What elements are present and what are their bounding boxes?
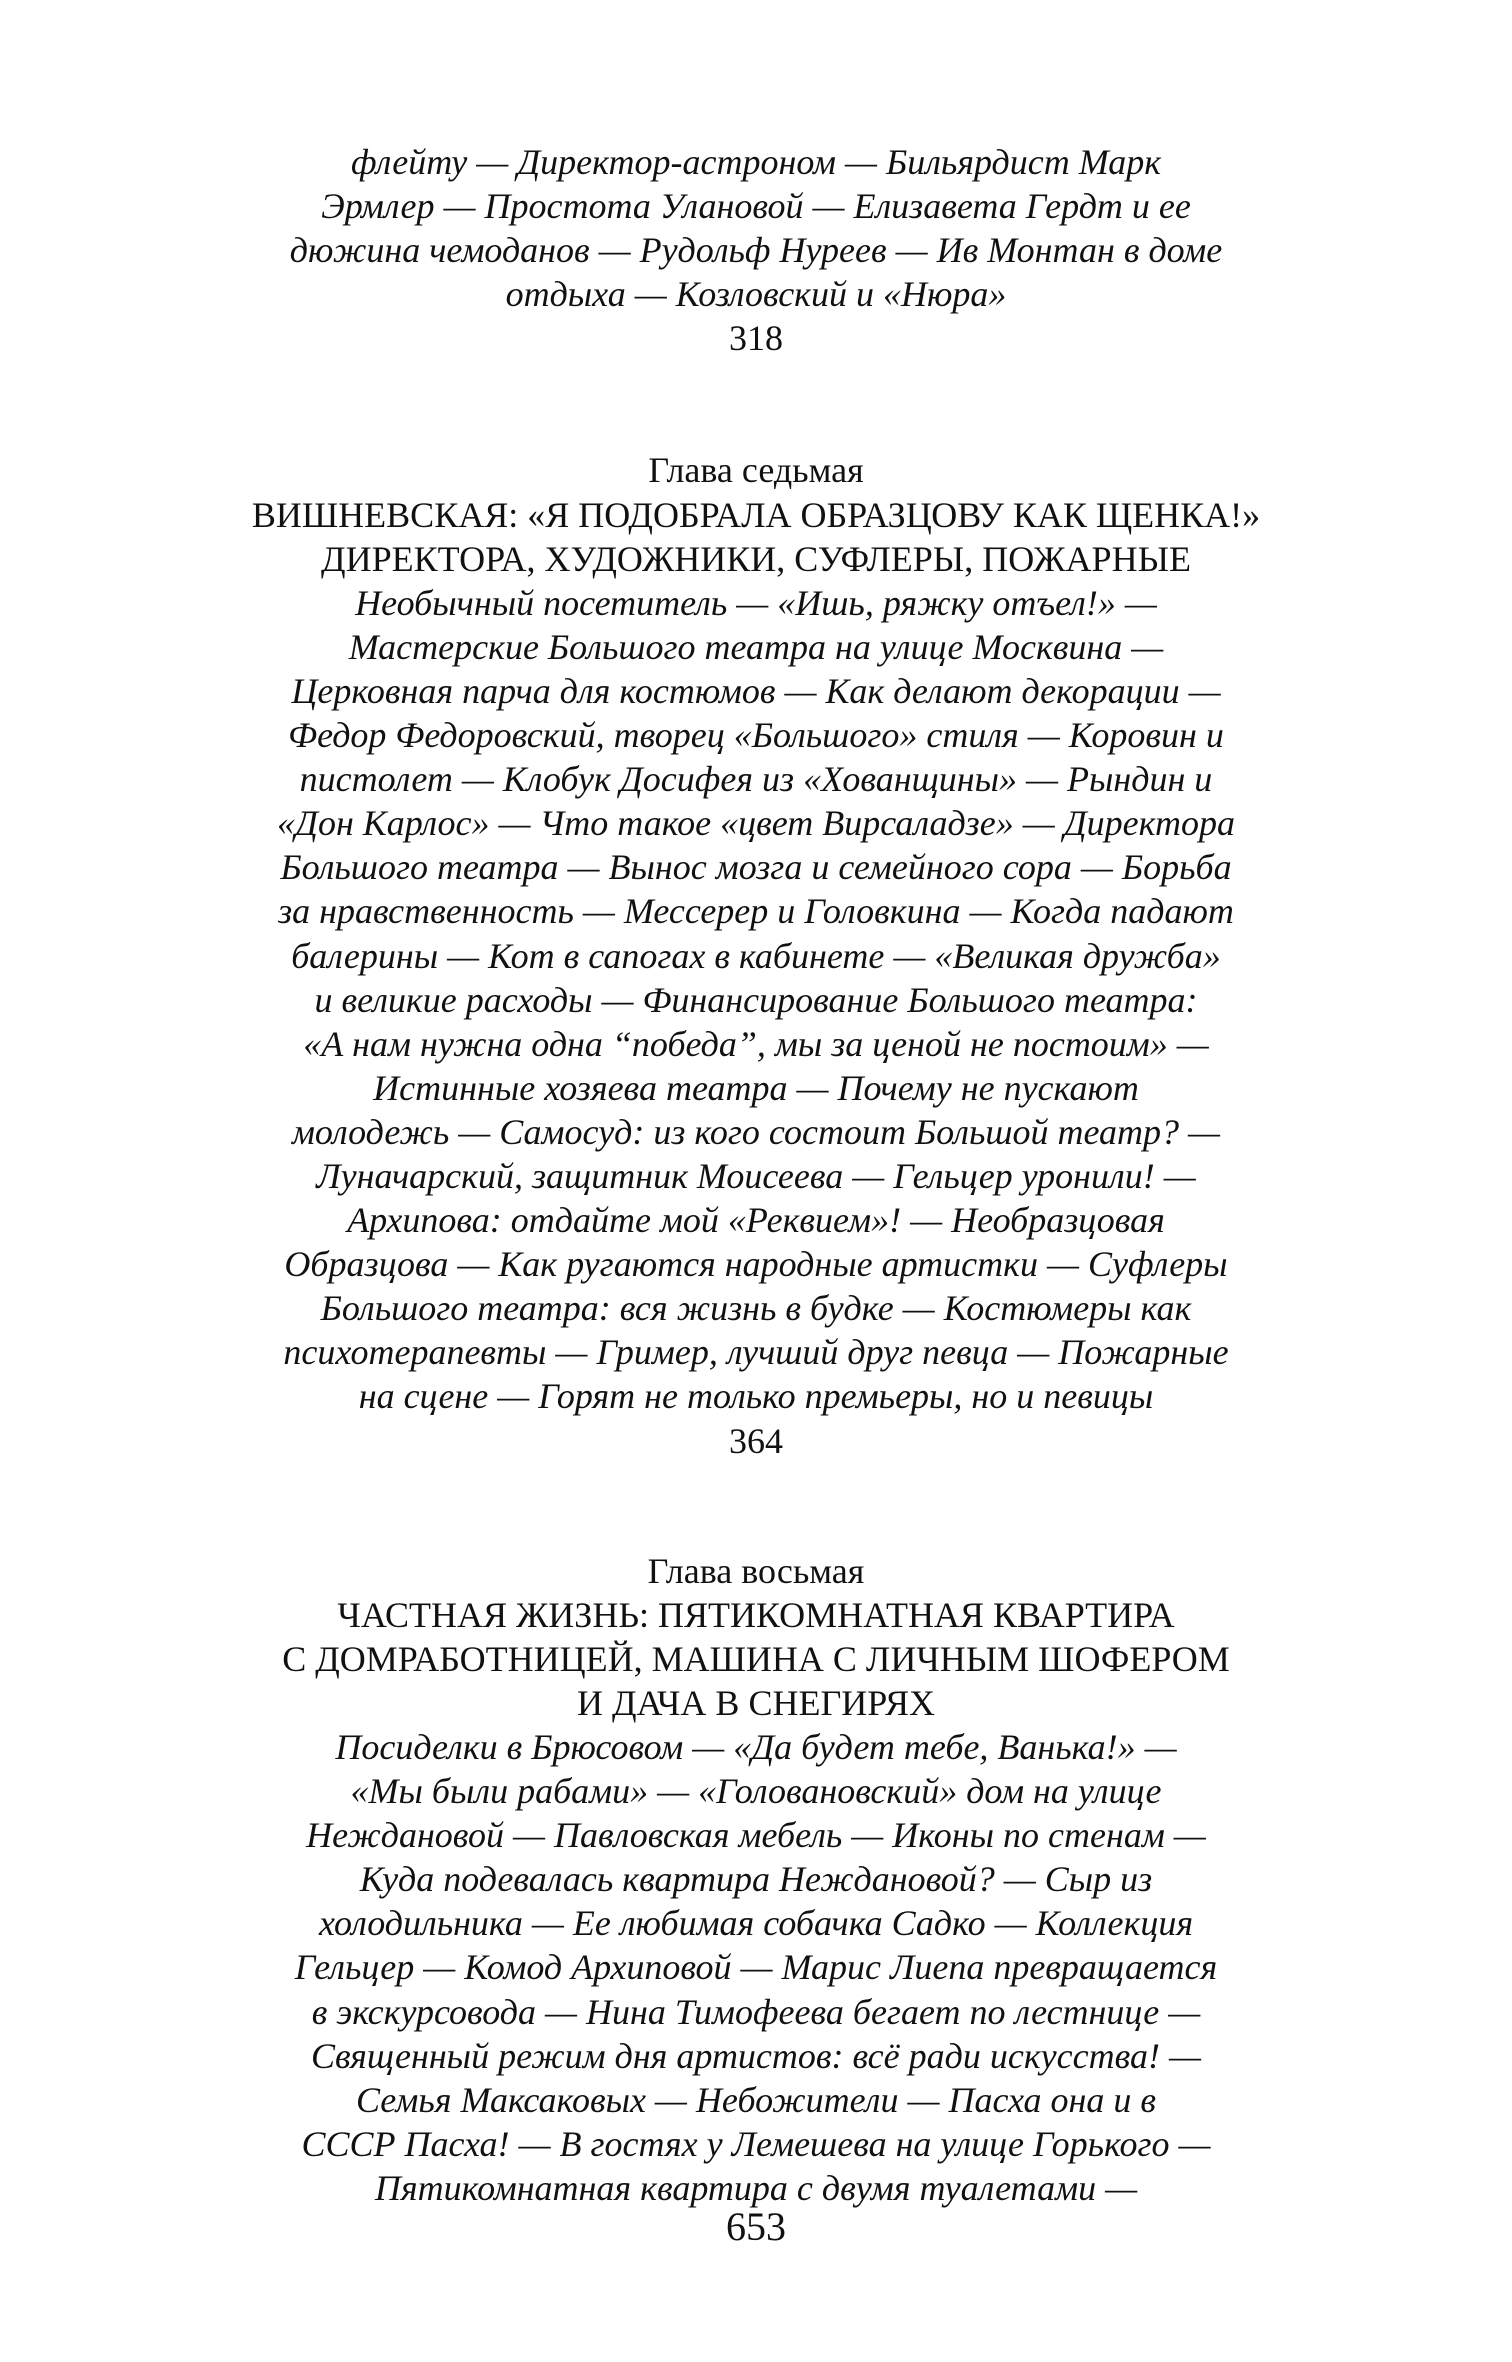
contents-line: психотерапевты — Гример, лучший друг певца — Пожарные [283,1332,1229,1373]
contents-line: и великие расходы — Финансирование Большого театра: [314,979,1198,1020]
contents-line: СССР Пасха! — В гостях у Лемешева на улице Горького — [301,2123,1211,2164]
contents-line: Неждановой — Павловская мебель — Иконы по стенам — [306,1815,1206,1856]
contents-line: «А нам нужна одна “победа”, мы за ценой не постоим» — [303,1023,1209,1064]
contents-line: Церковная парча для костюмов — Как делают декорации — [291,670,1221,711]
chapter-label: Глава восьмая [647,1550,865,1591]
contents-line: Федор Федоровский, творец «Большого» стиля — Коровин и [288,715,1224,756]
contents-line: Большого театра: вся жизнь в будке — Костюмеры как [320,1288,1192,1329]
chapter-7 [150,448,1362,1462]
contents-line: пистолет — Клобук Досифея из «Хованщины» — Рындин и [299,759,1213,800]
contents-line: Посиделки в Брюсовом — «Да будет тебе, Ванька!» — [335,1727,1177,1767]
page-reference: 318 [729,318,783,359]
contents-line: Семья Максаковых — Небожители — Пасха она и в [356,2079,1156,2120]
contents-line: флейту — Директор-астроном — Бильярдист Марк [350,142,1162,182]
contents-line: Необычный посетитель — «Ишь, ряжку отъел!» — [355,582,1157,623]
contents-line: Образцова — Как ругаются народные артистки — Суфлеры [284,1244,1228,1285]
contents-line: дюжина чемоданов — Рудольф Нуреев — Ив Монтан в доме [289,230,1223,271]
contents-line: молодежь — Самосуд: из кого состоит Большой театр? — [291,1111,1221,1152]
contents-line: за нравственность — Мессерер и Головкина — Когда падают [278,891,1234,932]
contents-line: Эрмлер — Простота Улановой — Елизавета Гердт и ее [321,186,1191,227]
table-of-contents [150,140,1362,2210]
contents-line: Истинные хозяева театра — Почему не пускают [373,1067,1139,1108]
contents-line: Куда подевалась квартира Неждановой? — Сыр из [359,1859,1153,1900]
chapter-label: Глава седьмая [648,450,864,491]
chapter-8 [150,1549,1362,2210]
contents-line: в экскурсовода — Нина Тимофеева бегает по лестнице — [311,1991,1201,2032]
contents-line: на сцене — Горят не только премьеры, но и певицы [358,1376,1154,1417]
chapter-title-line: ЧАСТНАЯ ЖИЗНЬ: ПЯТИКОМНАТНАЯ КВАРТИРА [337,1594,1175,1635]
contents-line: Большого театра — Вынос мозга и семейного сора — Борьба [280,847,1232,888]
contents-line: холодильника — Ее любимая собачка Садко — Коллекция [318,1903,1194,1944]
contents-line: «Мы были рабами» — «Головановский» дом на улице [350,1771,1162,1812]
chapter-title-line: ДИРЕКТОРА, ХУДОЖНИКИ, СУФЛЕРЫ, ПОЖАРНЫЕ [321,538,1191,579]
contents-line: Архипова: отдайте мой «Реквием»! — Необразцовая [347,1200,1165,1241]
page-reference: 364 [729,1420,783,1461]
contents-line: балерины — Кот в сапогах в кабинете — «Великая дружба» [291,935,1221,976]
chapter-title-line: С ДОМРАБОТНИЦЕЙ, МАШИНА С ЛИЧНЫМ ШОФЕРОМ [282,1638,1230,1679]
contents-line: Гельцер — Комод Архиповой — Марис Лиепа превращается [294,1947,1218,1988]
contents-line: отдыха — Козловский и «Нюра» [505,274,1007,315]
contents-line: «Дон Карлос» — Что такое «цвет Вирсаладзе» — Директора [277,803,1235,844]
contents-line: Мастерские Большого театра на улице Москвина — [348,626,1164,667]
contents-line: Пятикомнатная квартира с двумя туалетами — [374,2167,1138,2208]
contents-line: Луначарский, защитник Моисеева — Гельцер уронили! — [316,1155,1196,1196]
page-number: 653 [726,2204,786,2249]
chapter-title-line: И ДАЧА В СНЕГИРЯХ [576,1682,936,1723]
chapter-title-line: ВИШНЕВСКАЯ: «Я ПОДОБРАЛА ОБРАЗЦОВУ КАК ЩЕНКА!» [251,494,1261,535]
contents-line: Священный режим дня артистов: всё ради искусства! — [311,2035,1201,2076]
chapter-contents-previous [150,140,1362,360]
